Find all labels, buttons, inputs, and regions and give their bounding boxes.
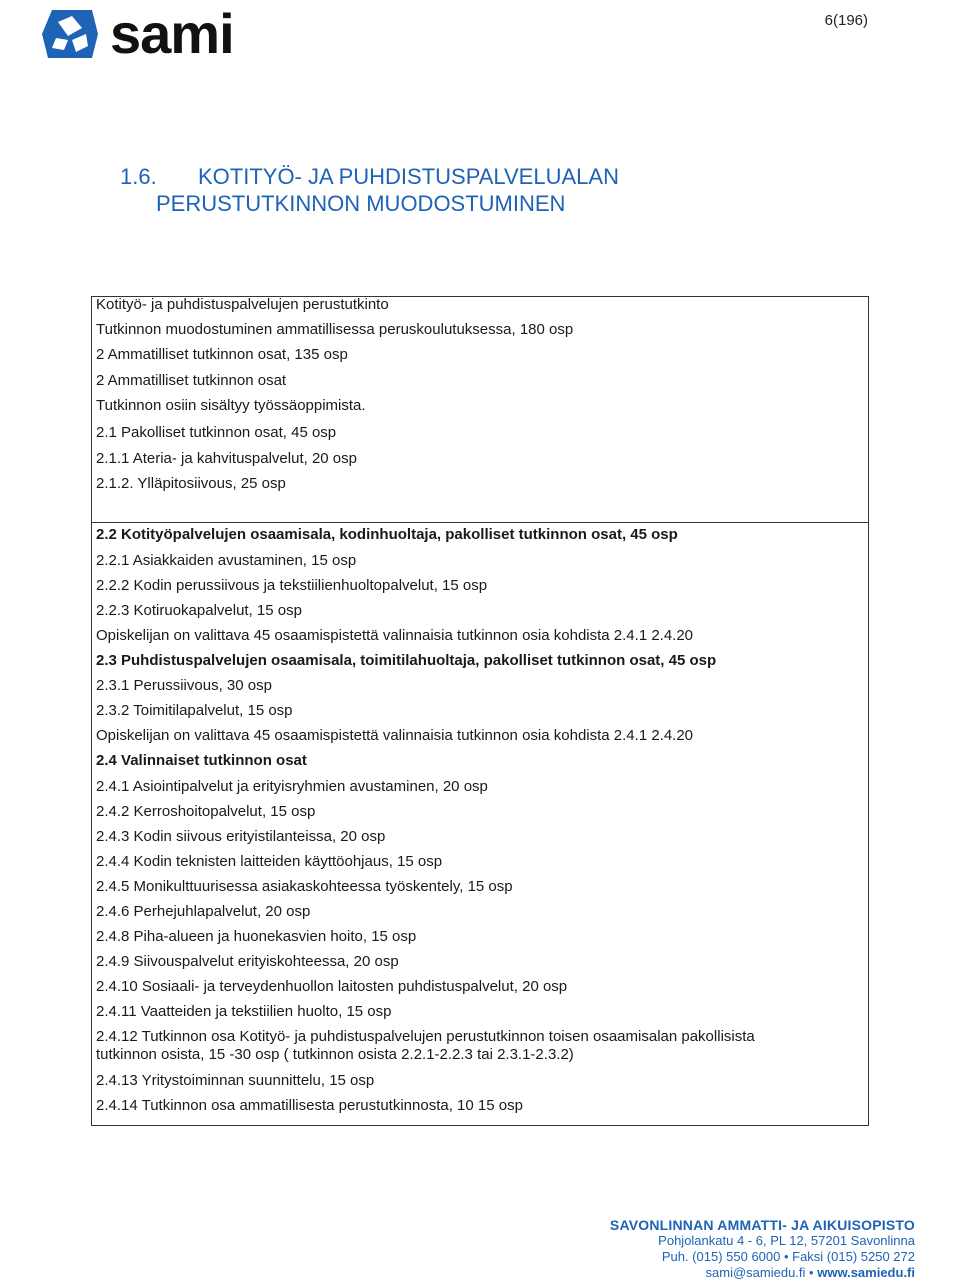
content-line: 2.4.6 Perhejuhlapalvelut, 20 osp xyxy=(96,903,311,920)
footer-phone: Puh. (015) 550 6000 • Faksi (015) 5250 272 xyxy=(661,1249,915,1264)
content-line: 2.4.3 Kodin siivous erityistilanteissa, 20 osp xyxy=(96,828,386,845)
content-line: 2.4.1 Asiointipalvelut ja erityisryhmien avustaminen, 20 osp xyxy=(96,778,488,795)
content-line: 2.3.1 Perussiivous, 30 osp xyxy=(96,677,272,694)
content-line: 2.4.10 Sosiaali- ja terveydenhuollon laitosten puhdistuspalvelut, 20 osp xyxy=(96,978,568,995)
content-line: 2.4.9 Siivouspalvelut erityiskohteessa, 20 osp xyxy=(96,953,399,970)
section-heading xyxy=(120,163,619,217)
footer-contact xyxy=(610,1265,915,1280)
footer-email[interactable]: sami@samiedu.fi xyxy=(705,1265,806,1280)
content-line: 2 Ammatilliset tutkinnon osat, 135 osp xyxy=(96,346,348,363)
heading-line-2: PERUSTUTKINNON MUODOSTUMINEN xyxy=(156,191,566,216)
content-line: 2.4.8 Piha-alueen ja huonekasvien hoito, 15 osp xyxy=(96,928,417,945)
content-line: 2.3.2 Toimitilapalvelut, 15 osp xyxy=(96,702,293,719)
content-line: 2.4.11 Vaatteiden ja tekstiilien huolto, 15 osp xyxy=(96,1003,392,1020)
content-line-bold: 2.3 Puhdistuspalvelujen osaamisala, toimitilahuoltaja, pakolliset tutkinnon osat, 45 osp xyxy=(96,652,717,669)
footer-website[interactable]: www.samiedu.fi xyxy=(817,1265,915,1280)
content-line: 2.1 Pakolliset tutkinnon osat, 45 osp xyxy=(96,424,337,441)
content-line: 2.2.1 Asiakkaiden avustaminen, 15 osp xyxy=(96,552,357,569)
content-line: 2.2.3 Kotiruokapalvelut, 15 osp xyxy=(96,602,302,619)
content-line: 2.4.13 Yritystoiminnan suunnittelu, 15 osp xyxy=(96,1072,375,1089)
content-line: 2 Ammatilliset tutkinnon osat xyxy=(96,372,287,389)
heading-line-1: KOTITYÖ- JA PUHDISTUSPALVELUALAN xyxy=(198,164,619,189)
content-line: 2.4.12 Tutkinnon osa Kotityö- ja puhdistuspalvelujen perustutkinnon toisen osaamisalan pakollisista xyxy=(96,1028,755,1045)
content-line-bold: 2.2 Kotityöpalvelujen osaamisala, kodinhuoltaja, pakolliset tutkinnon osat, 45 osp xyxy=(96,526,678,543)
content-line: Tutkinnon muodostuminen ammatillisessa peruskoulutuksessa, 180 osp xyxy=(96,321,574,338)
content-line: 2.4.14 Tutkinnon osa ammatillisesta perustutkinnosta, 10 15 osp xyxy=(96,1097,523,1114)
content-line: Opiskelijan on valittava 45 osaamispistettä valinnaisia tutkinnon osia kohdista 2.4.1 2.4.20 xyxy=(96,627,694,644)
content-line: 2.2.2 Kodin perussiivous ja tekstiilienhuoltopalvelut, 15 osp xyxy=(96,577,488,594)
section-number: 1.6. xyxy=(120,164,157,189)
content-line: 2.4.2 Kerroshoitopalvelut, 15 osp xyxy=(96,803,316,820)
bullet-separator: • xyxy=(809,1265,814,1280)
sami-logo-icon xyxy=(42,8,98,60)
footer xyxy=(610,1217,915,1280)
logo-wordmark: sami xyxy=(110,2,234,65)
content-line: 2.4.4 Kodin teknisten laitteiden käyttöohjaus, 15 osp xyxy=(96,853,443,870)
content-line: 2.1.1 Ateria- ja kahvituspalvelut, 20 osp xyxy=(96,450,357,467)
content-line: 2.1.2. Ylläpitosiivous, 25 osp xyxy=(96,475,286,492)
content-line: Tutkinnon osiin sisältyy työssäoppimista. xyxy=(96,397,366,414)
footer-address: Pohjolankatu 4 - 6, PL 12, 57201 Savonlinna xyxy=(658,1233,915,1248)
footer-school-name: SAVONLINNAN AMMATTI- JA AIKUISOPISTO xyxy=(609,1217,915,1233)
content-line: Opiskelijan on valittava 45 osaamispistettä valinnaisia tutkinnon osia kohdista 2.4.1 2.4.20 xyxy=(96,727,694,744)
content-line: tutkinnon osista, 15 -30 osp ( tutkinnon osista 2.2.1-2.2.3 tai 2.3.1-2.3.2) xyxy=(96,1046,574,1063)
page-number: 6(196) xyxy=(824,12,868,29)
sami-logo xyxy=(42,2,234,65)
content-line-bold: 2.4 Valinnaiset tutkinnon osat xyxy=(96,752,307,769)
content-line: Kotityö- ja puhdistuspalvelujen perustutkinto xyxy=(96,296,389,313)
content-line: 2.4.5 Monikulttuurisessa asiakaskohteessa työskentely, 15 osp xyxy=(96,878,513,895)
